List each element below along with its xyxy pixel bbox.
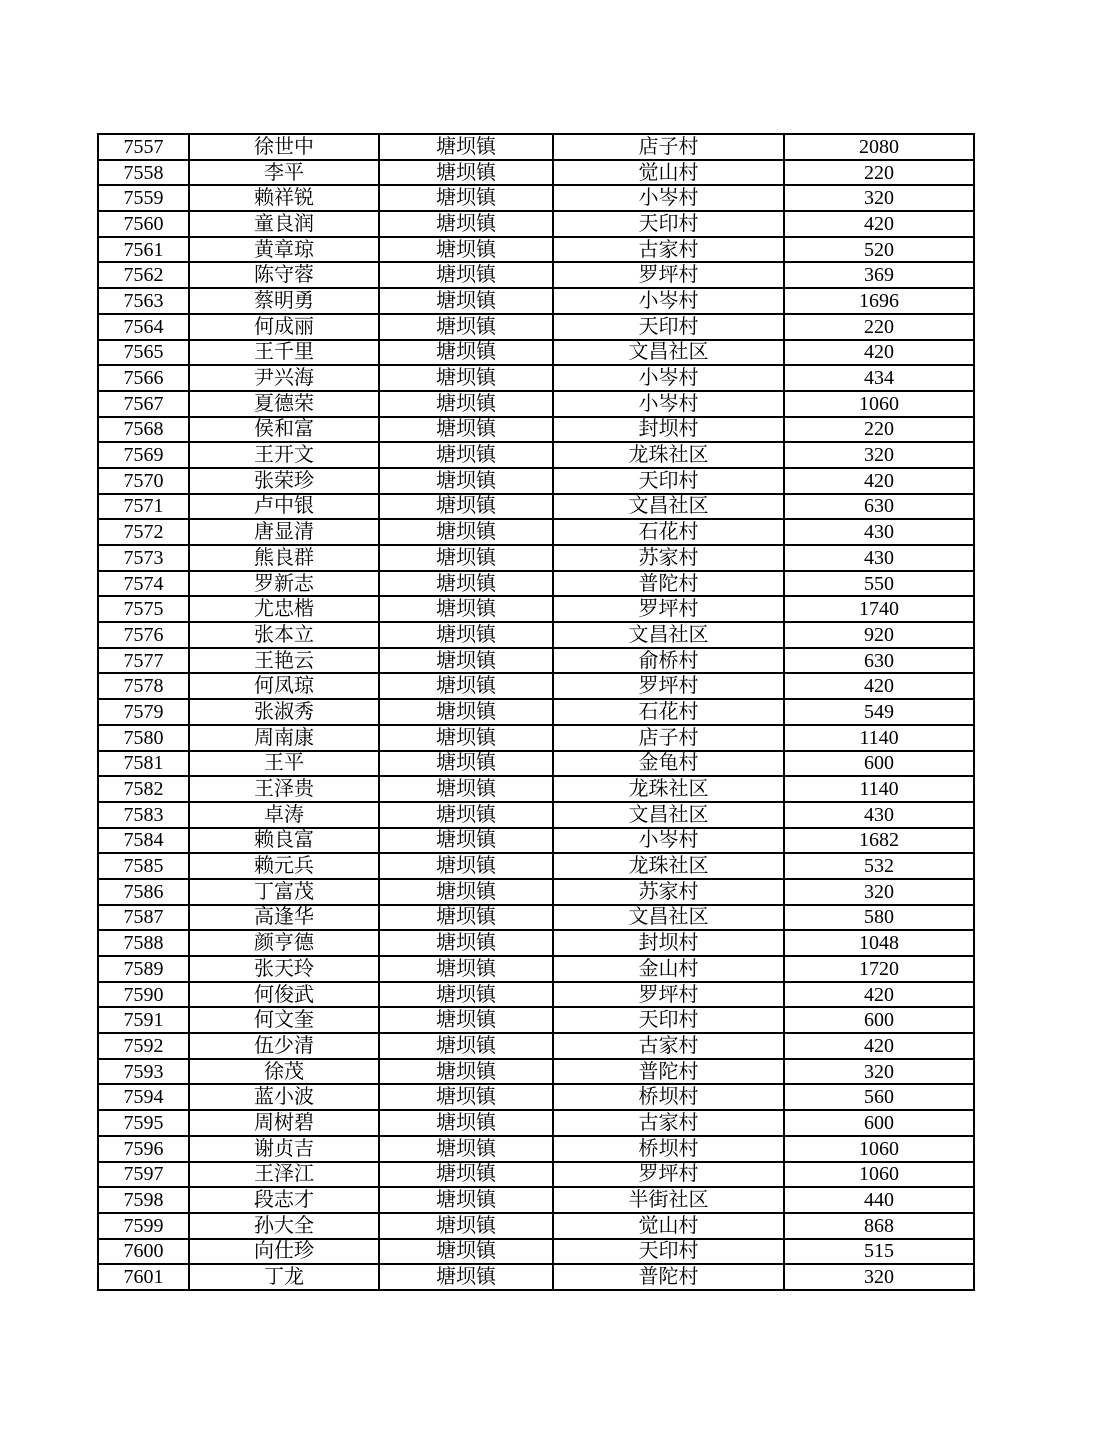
amount-cell: 430	[784, 802, 974, 828]
village-cell: 小岑村	[553, 185, 784, 211]
record-id-cell: 7579	[98, 699, 189, 725]
table-row	[98, 776, 974, 802]
amount-cell: 320	[784, 185, 974, 211]
village-cell: 石花村	[553, 519, 784, 545]
amount-cell: 520	[784, 237, 974, 263]
amount-cell: 2080	[784, 134, 974, 160]
person-name-cell: 丁富茂	[189, 879, 379, 905]
person-name-cell: 高逢华	[189, 905, 379, 931]
table-row	[98, 982, 974, 1008]
village-cell: 古家村	[553, 1110, 784, 1136]
village-cell: 店子村	[553, 134, 784, 160]
table-row	[98, 288, 974, 314]
amount-cell: 600	[784, 1007, 974, 1033]
record-id-cell: 7599	[98, 1213, 189, 1239]
record-id-cell: 7582	[98, 776, 189, 802]
amount-cell: 1696	[784, 288, 974, 314]
village-cell: 封坝村	[553, 930, 784, 956]
record-id-cell: 7596	[98, 1136, 189, 1162]
table-row	[98, 134, 974, 160]
person-name-cell: 王开文	[189, 442, 379, 468]
table-row	[98, 185, 974, 211]
table-row	[98, 391, 974, 417]
record-id-cell: 7586	[98, 879, 189, 905]
amount-cell: 420	[784, 340, 974, 366]
table-row	[98, 494, 974, 520]
person-name-cell: 黄章琼	[189, 237, 379, 263]
person-name-cell: 赖良富	[189, 828, 379, 854]
record-id-cell: 7575	[98, 596, 189, 622]
town-cell: 塘坝镇	[379, 776, 553, 802]
table-row	[98, 1084, 974, 1110]
record-id-cell: 7558	[98, 160, 189, 186]
amount-cell: 434	[784, 365, 974, 391]
person-name-cell: 陈守蓉	[189, 262, 379, 288]
village-cell: 觉山村	[553, 160, 784, 186]
village-cell: 天印村	[553, 211, 784, 237]
amount-cell: 1140	[784, 776, 974, 802]
person-name-cell: 李平	[189, 160, 379, 186]
town-cell: 塘坝镇	[379, 1007, 553, 1033]
town-cell: 塘坝镇	[379, 1033, 553, 1059]
village-cell: 天印村	[553, 1239, 784, 1265]
table-row	[98, 417, 974, 443]
person-name-cell: 尤忠楷	[189, 596, 379, 622]
table-row	[98, 160, 974, 186]
table-row	[98, 725, 974, 751]
amount-cell: 320	[784, 1264, 974, 1290]
person-name-cell: 王艳云	[189, 648, 379, 674]
town-cell: 塘坝镇	[379, 185, 553, 211]
town-cell: 塘坝镇	[379, 237, 553, 263]
table-row	[98, 648, 974, 674]
record-id-cell: 7595	[98, 1110, 189, 1136]
record-id-cell: 7574	[98, 571, 189, 597]
record-id-cell: 7591	[98, 1007, 189, 1033]
town-cell: 塘坝镇	[379, 391, 553, 417]
village-cell: 觉山村	[553, 1213, 784, 1239]
village-cell: 文昌社区	[553, 340, 784, 366]
table-row	[98, 1136, 974, 1162]
town-cell: 塘坝镇	[379, 648, 553, 674]
village-cell: 桥坝村	[553, 1084, 784, 1110]
amount-cell: 430	[784, 545, 974, 571]
town-cell: 塘坝镇	[379, 442, 553, 468]
record-id-cell: 7589	[98, 956, 189, 982]
town-cell: 塘坝镇	[379, 853, 553, 879]
amount-cell: 560	[784, 1084, 974, 1110]
record-id-cell: 7572	[98, 519, 189, 545]
town-cell: 塘坝镇	[379, 211, 553, 237]
record-id-cell: 7594	[98, 1084, 189, 1110]
person-name-cell: 王泽江	[189, 1162, 379, 1188]
table-row	[98, 905, 974, 931]
village-cell: 小岑村	[553, 828, 784, 854]
records-table-body	[98, 134, 974, 1290]
person-name-cell: 唐显清	[189, 519, 379, 545]
table-row	[98, 442, 974, 468]
table-row	[98, 1162, 974, 1188]
amount-cell: 420	[784, 982, 974, 1008]
person-name-cell: 向仕珍	[189, 1239, 379, 1265]
record-id-cell: 7569	[98, 442, 189, 468]
record-id-cell: 7568	[98, 417, 189, 443]
person-name-cell: 徐世中	[189, 134, 379, 160]
person-name-cell: 卢中银	[189, 494, 379, 520]
table-row	[98, 545, 974, 571]
person-name-cell: 张天玲	[189, 956, 379, 982]
person-name-cell: 熊良群	[189, 545, 379, 571]
village-cell: 桥坝村	[553, 1136, 784, 1162]
town-cell: 塘坝镇	[379, 1239, 553, 1265]
table-row	[98, 519, 974, 545]
town-cell: 塘坝镇	[379, 340, 553, 366]
person-name-cell: 童良润	[189, 211, 379, 237]
amount-cell: 420	[784, 1033, 974, 1059]
record-id-cell: 7562	[98, 262, 189, 288]
village-cell: 俞桥村	[553, 648, 784, 674]
village-cell: 天印村	[553, 314, 784, 340]
amount-cell: 320	[784, 879, 974, 905]
person-name-cell: 侯和富	[189, 417, 379, 443]
record-id-cell: 7570	[98, 468, 189, 494]
town-cell: 塘坝镇	[379, 365, 553, 391]
table-row	[98, 751, 974, 777]
record-id-cell: 7565	[98, 340, 189, 366]
village-cell: 文昌社区	[553, 494, 784, 520]
person-name-cell: 颜亨德	[189, 930, 379, 956]
record-id-cell: 7567	[98, 391, 189, 417]
person-name-cell: 夏德荣	[189, 391, 379, 417]
record-id-cell: 7587	[98, 905, 189, 931]
town-cell: 塘坝镇	[379, 802, 553, 828]
table-row	[98, 828, 974, 854]
table-row	[98, 956, 974, 982]
town-cell: 塘坝镇	[379, 571, 553, 597]
record-id-cell: 7585	[98, 853, 189, 879]
person-name-cell: 罗新志	[189, 571, 379, 597]
village-cell: 文昌社区	[553, 802, 784, 828]
town-cell: 塘坝镇	[379, 1162, 553, 1188]
table-row	[98, 879, 974, 905]
table-row	[98, 237, 974, 263]
amount-cell: 580	[784, 905, 974, 931]
person-name-cell: 王千里	[189, 340, 379, 366]
town-cell: 塘坝镇	[379, 699, 553, 725]
person-name-cell: 张淑秀	[189, 699, 379, 725]
record-id-cell: 7566	[98, 365, 189, 391]
table-row	[98, 596, 974, 622]
amount-cell: 920	[784, 622, 974, 648]
amount-cell: 549	[784, 699, 974, 725]
amount-cell: 600	[784, 1110, 974, 1136]
table-row	[98, 571, 974, 597]
amount-cell: 1140	[784, 725, 974, 751]
record-id-cell: 7577	[98, 648, 189, 674]
village-cell: 古家村	[553, 1033, 784, 1059]
amount-cell: 600	[784, 751, 974, 777]
amount-cell: 1060	[784, 1136, 974, 1162]
table-row	[98, 262, 974, 288]
table-row	[98, 1187, 974, 1213]
town-cell: 塘坝镇	[379, 417, 553, 443]
person-name-cell: 卓涛	[189, 802, 379, 828]
town-cell: 塘坝镇	[379, 134, 553, 160]
record-id-cell: 7561	[98, 237, 189, 263]
person-name-cell: 张荣珍	[189, 468, 379, 494]
record-id-cell: 7598	[98, 1187, 189, 1213]
table-row	[98, 340, 974, 366]
person-name-cell: 何文奎	[189, 1007, 379, 1033]
amount-cell: 220	[784, 417, 974, 443]
town-cell: 塘坝镇	[379, 1110, 553, 1136]
table-row	[98, 1264, 974, 1290]
record-id-cell: 7584	[98, 828, 189, 854]
record-id-cell: 7588	[98, 930, 189, 956]
table-row	[98, 853, 974, 879]
village-cell: 罗坪村	[553, 262, 784, 288]
record-id-cell: 7559	[98, 185, 189, 211]
table-row	[98, 1239, 974, 1265]
amount-cell: 515	[784, 1239, 974, 1265]
village-cell: 苏家村	[553, 545, 784, 571]
person-name-cell: 王平	[189, 751, 379, 777]
village-cell: 石花村	[553, 699, 784, 725]
person-name-cell: 蓝小波	[189, 1084, 379, 1110]
amount-cell: 1682	[784, 828, 974, 854]
village-cell: 普陀村	[553, 571, 784, 597]
record-id-cell: 7580	[98, 725, 189, 751]
amount-cell: 1060	[784, 391, 974, 417]
person-name-cell: 王泽贵	[189, 776, 379, 802]
town-cell: 塘坝镇	[379, 1084, 553, 1110]
amount-cell: 1048	[784, 930, 974, 956]
amount-cell: 550	[784, 571, 974, 597]
table-row	[98, 673, 974, 699]
person-name-cell: 蔡明勇	[189, 288, 379, 314]
person-name-cell: 周树碧	[189, 1110, 379, 1136]
village-cell: 金山村	[553, 956, 784, 982]
amount-cell: 420	[784, 211, 974, 237]
town-cell: 塘坝镇	[379, 879, 553, 905]
record-id-cell: 7571	[98, 494, 189, 520]
town-cell: 塘坝镇	[379, 725, 553, 751]
amount-cell: 630	[784, 494, 974, 520]
amount-cell: 532	[784, 853, 974, 879]
record-id-cell: 7581	[98, 751, 189, 777]
town-cell: 塘坝镇	[379, 160, 553, 186]
record-id-cell: 7557	[98, 134, 189, 160]
town-cell: 塘坝镇	[379, 751, 553, 777]
village-cell: 金龟村	[553, 751, 784, 777]
town-cell: 塘坝镇	[379, 1059, 553, 1085]
record-id-cell: 7573	[98, 545, 189, 571]
person-name-cell: 尹兴海	[189, 365, 379, 391]
table-row	[98, 211, 974, 237]
village-cell: 古家村	[553, 237, 784, 263]
town-cell: 塘坝镇	[379, 905, 553, 931]
amount-cell: 1720	[784, 956, 974, 982]
village-cell: 龙珠社区	[553, 442, 784, 468]
record-id-cell: 7564	[98, 314, 189, 340]
table-row	[98, 699, 974, 725]
table-row	[98, 930, 974, 956]
table-row	[98, 468, 974, 494]
amount-cell: 868	[784, 1213, 974, 1239]
amount-cell: 320	[784, 442, 974, 468]
amount-cell: 369	[784, 262, 974, 288]
village-cell: 罗坪村	[553, 982, 784, 1008]
amount-cell: 420	[784, 468, 974, 494]
village-cell: 普陀村	[553, 1059, 784, 1085]
record-id-cell: 7600	[98, 1239, 189, 1265]
table-row	[98, 622, 974, 648]
town-cell: 塘坝镇	[379, 545, 553, 571]
record-id-cell: 7563	[98, 288, 189, 314]
town-cell: 塘坝镇	[379, 1187, 553, 1213]
record-id-cell: 7560	[98, 211, 189, 237]
village-cell: 小岑村	[553, 365, 784, 391]
record-id-cell: 7576	[98, 622, 189, 648]
town-cell: 塘坝镇	[379, 956, 553, 982]
person-name-cell: 徐茂	[189, 1059, 379, 1085]
person-name-cell: 张本立	[189, 622, 379, 648]
person-name-cell: 何凤琼	[189, 673, 379, 699]
amount-cell: 630	[784, 648, 974, 674]
town-cell: 塘坝镇	[379, 262, 553, 288]
town-cell: 塘坝镇	[379, 930, 553, 956]
person-name-cell: 丁龙	[189, 1264, 379, 1290]
town-cell: 塘坝镇	[379, 1136, 553, 1162]
record-id-cell: 7578	[98, 673, 189, 699]
town-cell: 塘坝镇	[379, 622, 553, 648]
person-name-cell: 孙大全	[189, 1213, 379, 1239]
village-cell: 文昌社区	[553, 905, 784, 931]
amount-cell: 1060	[784, 1162, 974, 1188]
village-cell: 文昌社区	[553, 622, 784, 648]
table-row	[98, 1059, 974, 1085]
table-row	[98, 1110, 974, 1136]
town-cell: 塘坝镇	[379, 828, 553, 854]
town-cell: 塘坝镇	[379, 468, 553, 494]
village-cell: 小岑村	[553, 288, 784, 314]
person-name-cell: 何俊武	[189, 982, 379, 1008]
town-cell: 塘坝镇	[379, 1213, 553, 1239]
town-cell: 塘坝镇	[379, 519, 553, 545]
record-id-cell: 7601	[98, 1264, 189, 1290]
table-row	[98, 314, 974, 340]
village-cell: 龙珠社区	[553, 776, 784, 802]
table-row	[98, 1007, 974, 1033]
person-name-cell: 赖祥锐	[189, 185, 379, 211]
town-cell: 塘坝镇	[379, 1264, 553, 1290]
amount-cell: 1740	[784, 596, 974, 622]
person-name-cell: 周南康	[189, 725, 379, 751]
village-cell: 店子村	[553, 725, 784, 751]
town-cell: 塘坝镇	[379, 288, 553, 314]
record-id-cell: 7593	[98, 1059, 189, 1085]
record-id-cell: 7592	[98, 1033, 189, 1059]
person-name-cell: 何成丽	[189, 314, 379, 340]
village-cell: 封坝村	[553, 417, 784, 443]
amount-cell: 440	[784, 1187, 974, 1213]
record-id-cell: 7583	[98, 802, 189, 828]
village-cell: 罗坪村	[553, 673, 784, 699]
town-cell: 塘坝镇	[379, 596, 553, 622]
village-cell: 苏家村	[553, 879, 784, 905]
town-cell: 塘坝镇	[379, 982, 553, 1008]
village-cell: 天印村	[553, 468, 784, 494]
amount-cell: 220	[784, 314, 974, 340]
table-row	[98, 1033, 974, 1059]
amount-cell: 430	[784, 519, 974, 545]
village-cell: 龙珠社区	[553, 853, 784, 879]
village-cell: 小岑村	[553, 391, 784, 417]
person-name-cell: 段志才	[189, 1187, 379, 1213]
amount-cell: 220	[784, 160, 974, 186]
record-id-cell: 7590	[98, 982, 189, 1008]
amount-cell: 420	[784, 673, 974, 699]
village-cell: 天印村	[553, 1007, 784, 1033]
table-row	[98, 802, 974, 828]
records-table	[97, 133, 975, 1291]
village-cell: 罗坪村	[553, 596, 784, 622]
amount-cell: 320	[784, 1059, 974, 1085]
record-id-cell: 7597	[98, 1162, 189, 1188]
town-cell: 塘坝镇	[379, 494, 553, 520]
town-cell: 塘坝镇	[379, 673, 553, 699]
table-row	[98, 365, 974, 391]
table-row	[98, 1213, 974, 1239]
village-cell: 罗坪村	[553, 1162, 784, 1188]
person-name-cell: 赖元兵	[189, 853, 379, 879]
village-cell: 半街社区	[553, 1187, 784, 1213]
town-cell: 塘坝镇	[379, 314, 553, 340]
village-cell: 普陀村	[553, 1264, 784, 1290]
person-name-cell: 谢贞吉	[189, 1136, 379, 1162]
person-name-cell: 伍少清	[189, 1033, 379, 1059]
